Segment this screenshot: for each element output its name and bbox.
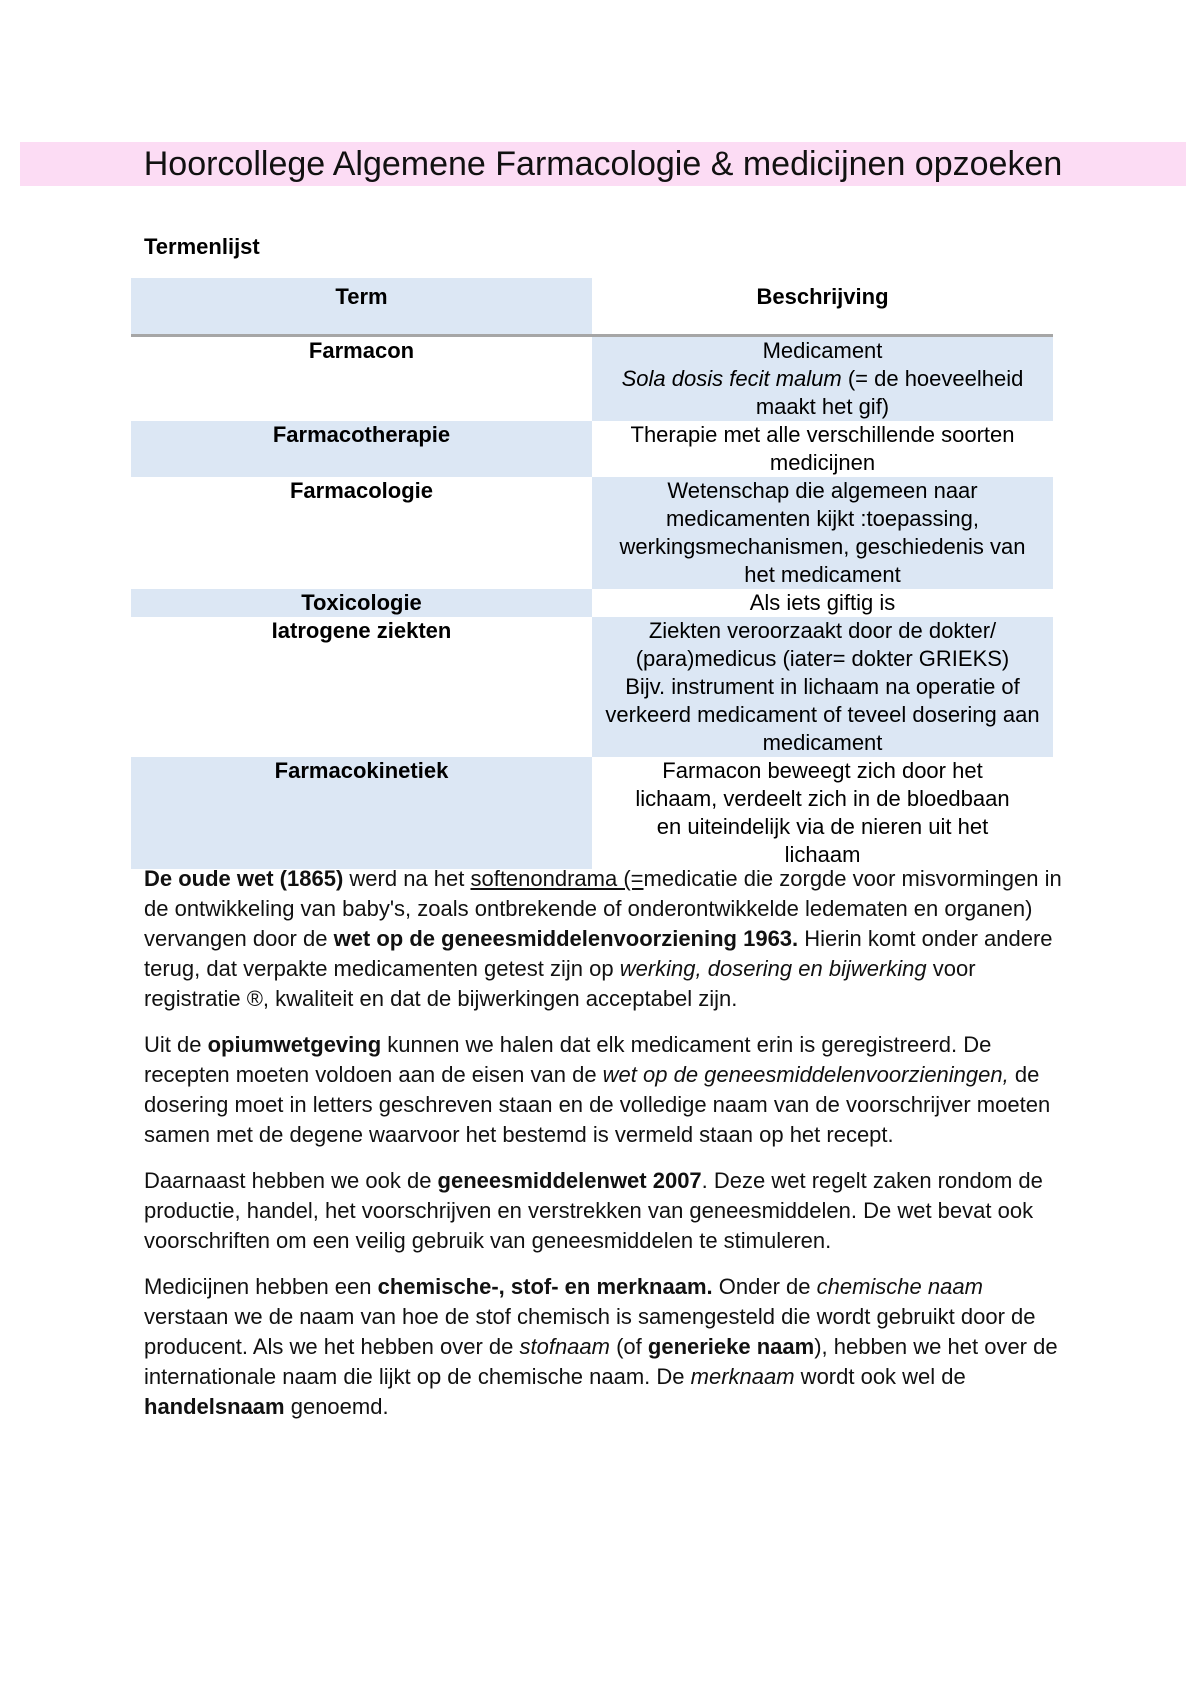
text: genoemd. [284,1394,389,1419]
paragraph-names [144,1272,1064,1422]
text: . Deze wet regelt zaken rondom de productie, handel, het voorschrijven en verstrekken van geneesmiddelen. De wet bevat ook voorschriften om een veilig gebruik van geneesmiddelen te stimuleren. [144,1168,1043,1253]
table-row [131,336,1053,422]
text: voor registratie ®, kwaliteit en dat de bijwerkingen acceptabel zijn. [144,956,976,1011]
text: Onder de [712,1274,817,1299]
text: (of [609,1334,648,1359]
table-row [131,589,1053,617]
description-cell: Therapie met alle verschillende soorten medicijnen [630,422,1015,475]
term-cell: Farmacotherapie [131,421,592,477]
text: Hierin komt onder andere terug, dat verpakte medicamenten getest zijn op [144,926,1053,981]
italic-text: werking, dosering en bijwerking [619,956,927,981]
description-rest: (= de hoeveelheid maakt het gif) [755,366,1024,419]
bold-text: generieke naam [647,1334,815,1359]
underlined-text: softenondrama (= [470,866,644,891]
table-row [131,757,1053,869]
description-cell [592,617,1053,757]
paragraph-medicine-law [144,1166,1064,1256]
description-cell: Farmacon beweegt zich door het lichaam, verdeelt zich in de bloedbaan en uiteindelijk via de nieren uit het lichaam [635,758,1010,867]
text: Medicijnen hebben een [144,1274,378,1299]
text: verstaan we de naam van hoe de stof chemisch is samengesteld die wordt gebruikt door de producent. Als we het hebben over de [144,1304,1036,1359]
table-row [131,477,1053,589]
italic-text: stofnaam [519,1334,610,1359]
bold-text: wet op de geneesmiddelenvoorziening 1963. [333,926,799,951]
bold-text: opiumwetgeving [207,1032,382,1057]
text: medicatie die zorgde voor misvormingen in de ontwikkeling van baby's, zoals ontbrekende of onderontwikkelde ledematen en organen) vervangen door de [144,866,1062,951]
description-cell [592,336,1053,422]
column-header-description: Beschrijving [592,278,1053,336]
text: Daarnaast hebben we ook de [144,1168,438,1193]
italic-text: chemische naam [816,1274,983,1299]
text: ), hebben we het over de internationale naam die lijkt op de chemische naam. De [144,1334,1058,1389]
table-header-row [131,278,1053,336]
term-cell: Farmacokinetiek [131,757,592,869]
page-title: Hoorcollege Algemene Farmacologie & medicijnen opzoeken [143,145,1063,183]
italic-text: merknaam [690,1364,795,1389]
bold-text: geneesmiddelenwet 2007 [437,1168,702,1193]
table-row [131,421,1053,477]
paragraph-old-law [144,864,1064,1014]
bold-text: De oude wet (1865) [144,866,344,891]
description-line: Bijv. instrument in lichaam na operatie of verkeerd medicament of teveel dosering aan medicament [605,674,1040,755]
text: kunnen we halen dat elk medicament erin is geregistreerd. De recepten moeten voldoen aan de eisen van de [144,1032,992,1087]
column-header-term: Term [131,278,592,336]
description-italic: Sola dosis fecit malum [621,366,842,391]
term-cell: Farmacon [308,338,415,363]
description-cell: Als iets giftig is [749,590,896,615]
italic-text: wet op de geneesmiddelenvoorzieningen, [602,1062,1009,1087]
text: wordt ook wel de [794,1364,966,1389]
terms-table [131,278,1053,869]
paragraph-opium-law [144,1030,1064,1150]
bold-text: chemische-, stof- en merknaam. [377,1274,713,1299]
body-text [144,864,1064,1438]
text: Uit de [144,1032,208,1057]
description-cell: Wetenschap die algemeen naar medicamenten kijkt :toepassing, werkingsmechanismen, geschiedenis van het medicament [592,477,1053,589]
description-line: Medicament [762,338,883,363]
table-row [131,617,1053,757]
text: werd na het [343,866,471,891]
section-heading: Termenlijst [144,234,260,259]
title-banner [20,142,1186,186]
bold-text: handelsnaam [144,1394,285,1419]
text: de dosering moet in letters geschreven staan en de volledige naam van de voorschrijver moeten samen met de degene waarvoor het bestemd is vermeld staan op het recept. [144,1062,1051,1147]
term-cell: Toxicologie [131,589,592,617]
term-cell: Farmacologie [289,478,434,503]
term-cell: Iatrogene ziekten [271,618,452,643]
description-line: Ziekten veroorzaakt door de dokter/ (para)medicus (iater= dokter GRIEKS) [635,618,1010,671]
